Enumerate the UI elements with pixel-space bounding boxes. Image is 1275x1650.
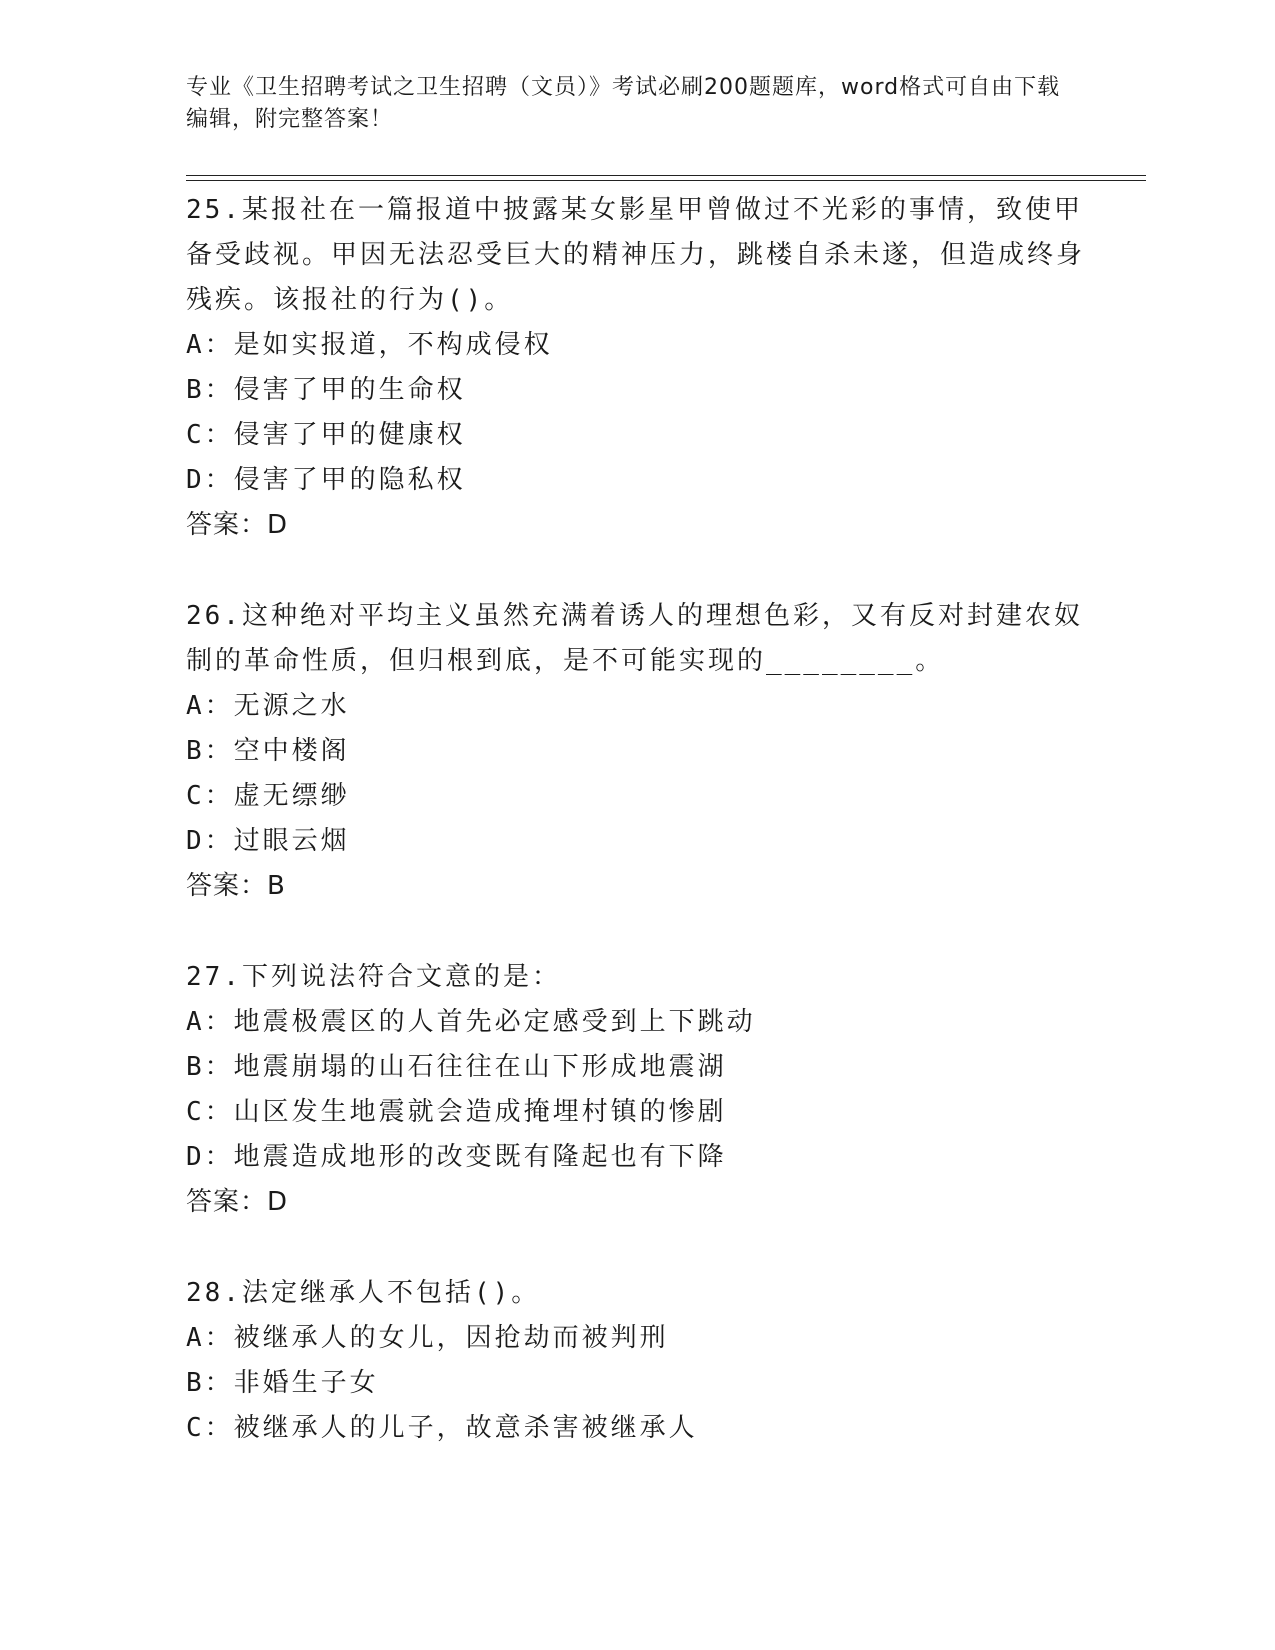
- question-stem: 26.这种绝对平均主义虽然充满着诱人的理想色彩，又有反对封建农奴制的革命性质，但归根到底，是不可能实现的________。: [186, 601, 1083, 676]
- option-key: C：: [186, 420, 234, 450]
- option-c: [186, 774, 1086, 819]
- option-a: [186, 1000, 1086, 1045]
- option-text: 是如实报道，不构成侵权: [233, 330, 553, 360]
- option-key: D：: [186, 465, 234, 495]
- option-key: A：: [186, 1007, 234, 1037]
- option-key: C：: [186, 1097, 234, 1127]
- option-text: 地震造成地形的改变既有隆起也有下降: [233, 1142, 727, 1172]
- option-text: 过眼云烟: [233, 826, 350, 856]
- option-b: [186, 1045, 1086, 1090]
- option-text: 地震极震区的人首先必定感受到上下跳动: [233, 1007, 756, 1037]
- option-text: 被继承人的女儿，因抢劫而被判刑: [233, 1323, 669, 1353]
- option-text: 侵害了甲的健康权: [233, 420, 466, 450]
- question-27: [186, 955, 1086, 1225]
- option-c: [186, 1406, 1086, 1451]
- option-c: [186, 413, 1086, 458]
- option-a: [186, 323, 1086, 368]
- option-key: D：: [186, 826, 234, 856]
- option-key: B：: [186, 736, 234, 766]
- answer-line: 答案：B: [186, 871, 286, 901]
- document-header: 专业《卫生招聘考试之卫生招聘（文员）》考试必刷200题题库，word格式可自由下载编辑，附完整答案！: [186, 75, 1061, 132]
- option-a: [186, 684, 1086, 729]
- option-key: C：: [186, 781, 234, 811]
- answer-line: 答案：D: [186, 1187, 289, 1217]
- option-key: A：: [186, 1323, 234, 1353]
- option-key: A：: [186, 330, 234, 360]
- header-divider-top: [186, 175, 1146, 176]
- option-text: 被继承人的儿子，故意杀害被继承人: [233, 1413, 698, 1443]
- question-stem: 27.下列说法符合文意的是：: [186, 962, 561, 992]
- option-key: B：: [186, 1052, 234, 1082]
- answer-line: 答案：D: [186, 510, 289, 540]
- option-key: A：: [186, 691, 234, 721]
- option-text: 无源之水: [233, 691, 350, 721]
- option-key: B：: [186, 375, 234, 405]
- option-d: [186, 819, 1086, 864]
- option-text: 非婚生子女: [233, 1368, 379, 1398]
- option-text: 山区发生地震就会造成掩埋村镇的惨剧: [233, 1097, 727, 1127]
- option-key: D：: [186, 1142, 234, 1172]
- option-text: 空中楼阁: [233, 736, 350, 766]
- question-28: [186, 1271, 1086, 1451]
- option-key: B：: [186, 1368, 234, 1398]
- question-list: [186, 188, 1086, 1497]
- question-25: [186, 188, 1086, 548]
- option-c: [186, 1090, 1086, 1135]
- question-stem: 25.某报社在一篇报道中披露某女影星甲曾做过不光彩的事情，致使甲备受歧视。甲因无法忍受巨大的精神压力，跳楼自杀未遂，但造成终身残疾。该报社的行为()。: [186, 195, 1086, 315]
- option-a: [186, 1316, 1086, 1361]
- option-b: [186, 729, 1086, 774]
- option-text: 虚无缥缈: [233, 781, 350, 811]
- header-divider-bottom: [186, 180, 1146, 181]
- option-text: 侵害了甲的生命权: [233, 375, 466, 405]
- option-text: 侵害了甲的隐私权: [233, 465, 466, 495]
- option-d: [186, 1135, 1086, 1180]
- option-text: 地震崩塌的山石往往在山下形成地震湖: [233, 1052, 727, 1082]
- question-stem: 28.法定继承人不包括()。: [186, 1278, 541, 1308]
- option-d: [186, 458, 1086, 503]
- option-key: C：: [186, 1413, 234, 1443]
- question-26: [186, 594, 1086, 909]
- option-b: [186, 368, 1086, 413]
- option-b: [186, 1361, 1086, 1406]
